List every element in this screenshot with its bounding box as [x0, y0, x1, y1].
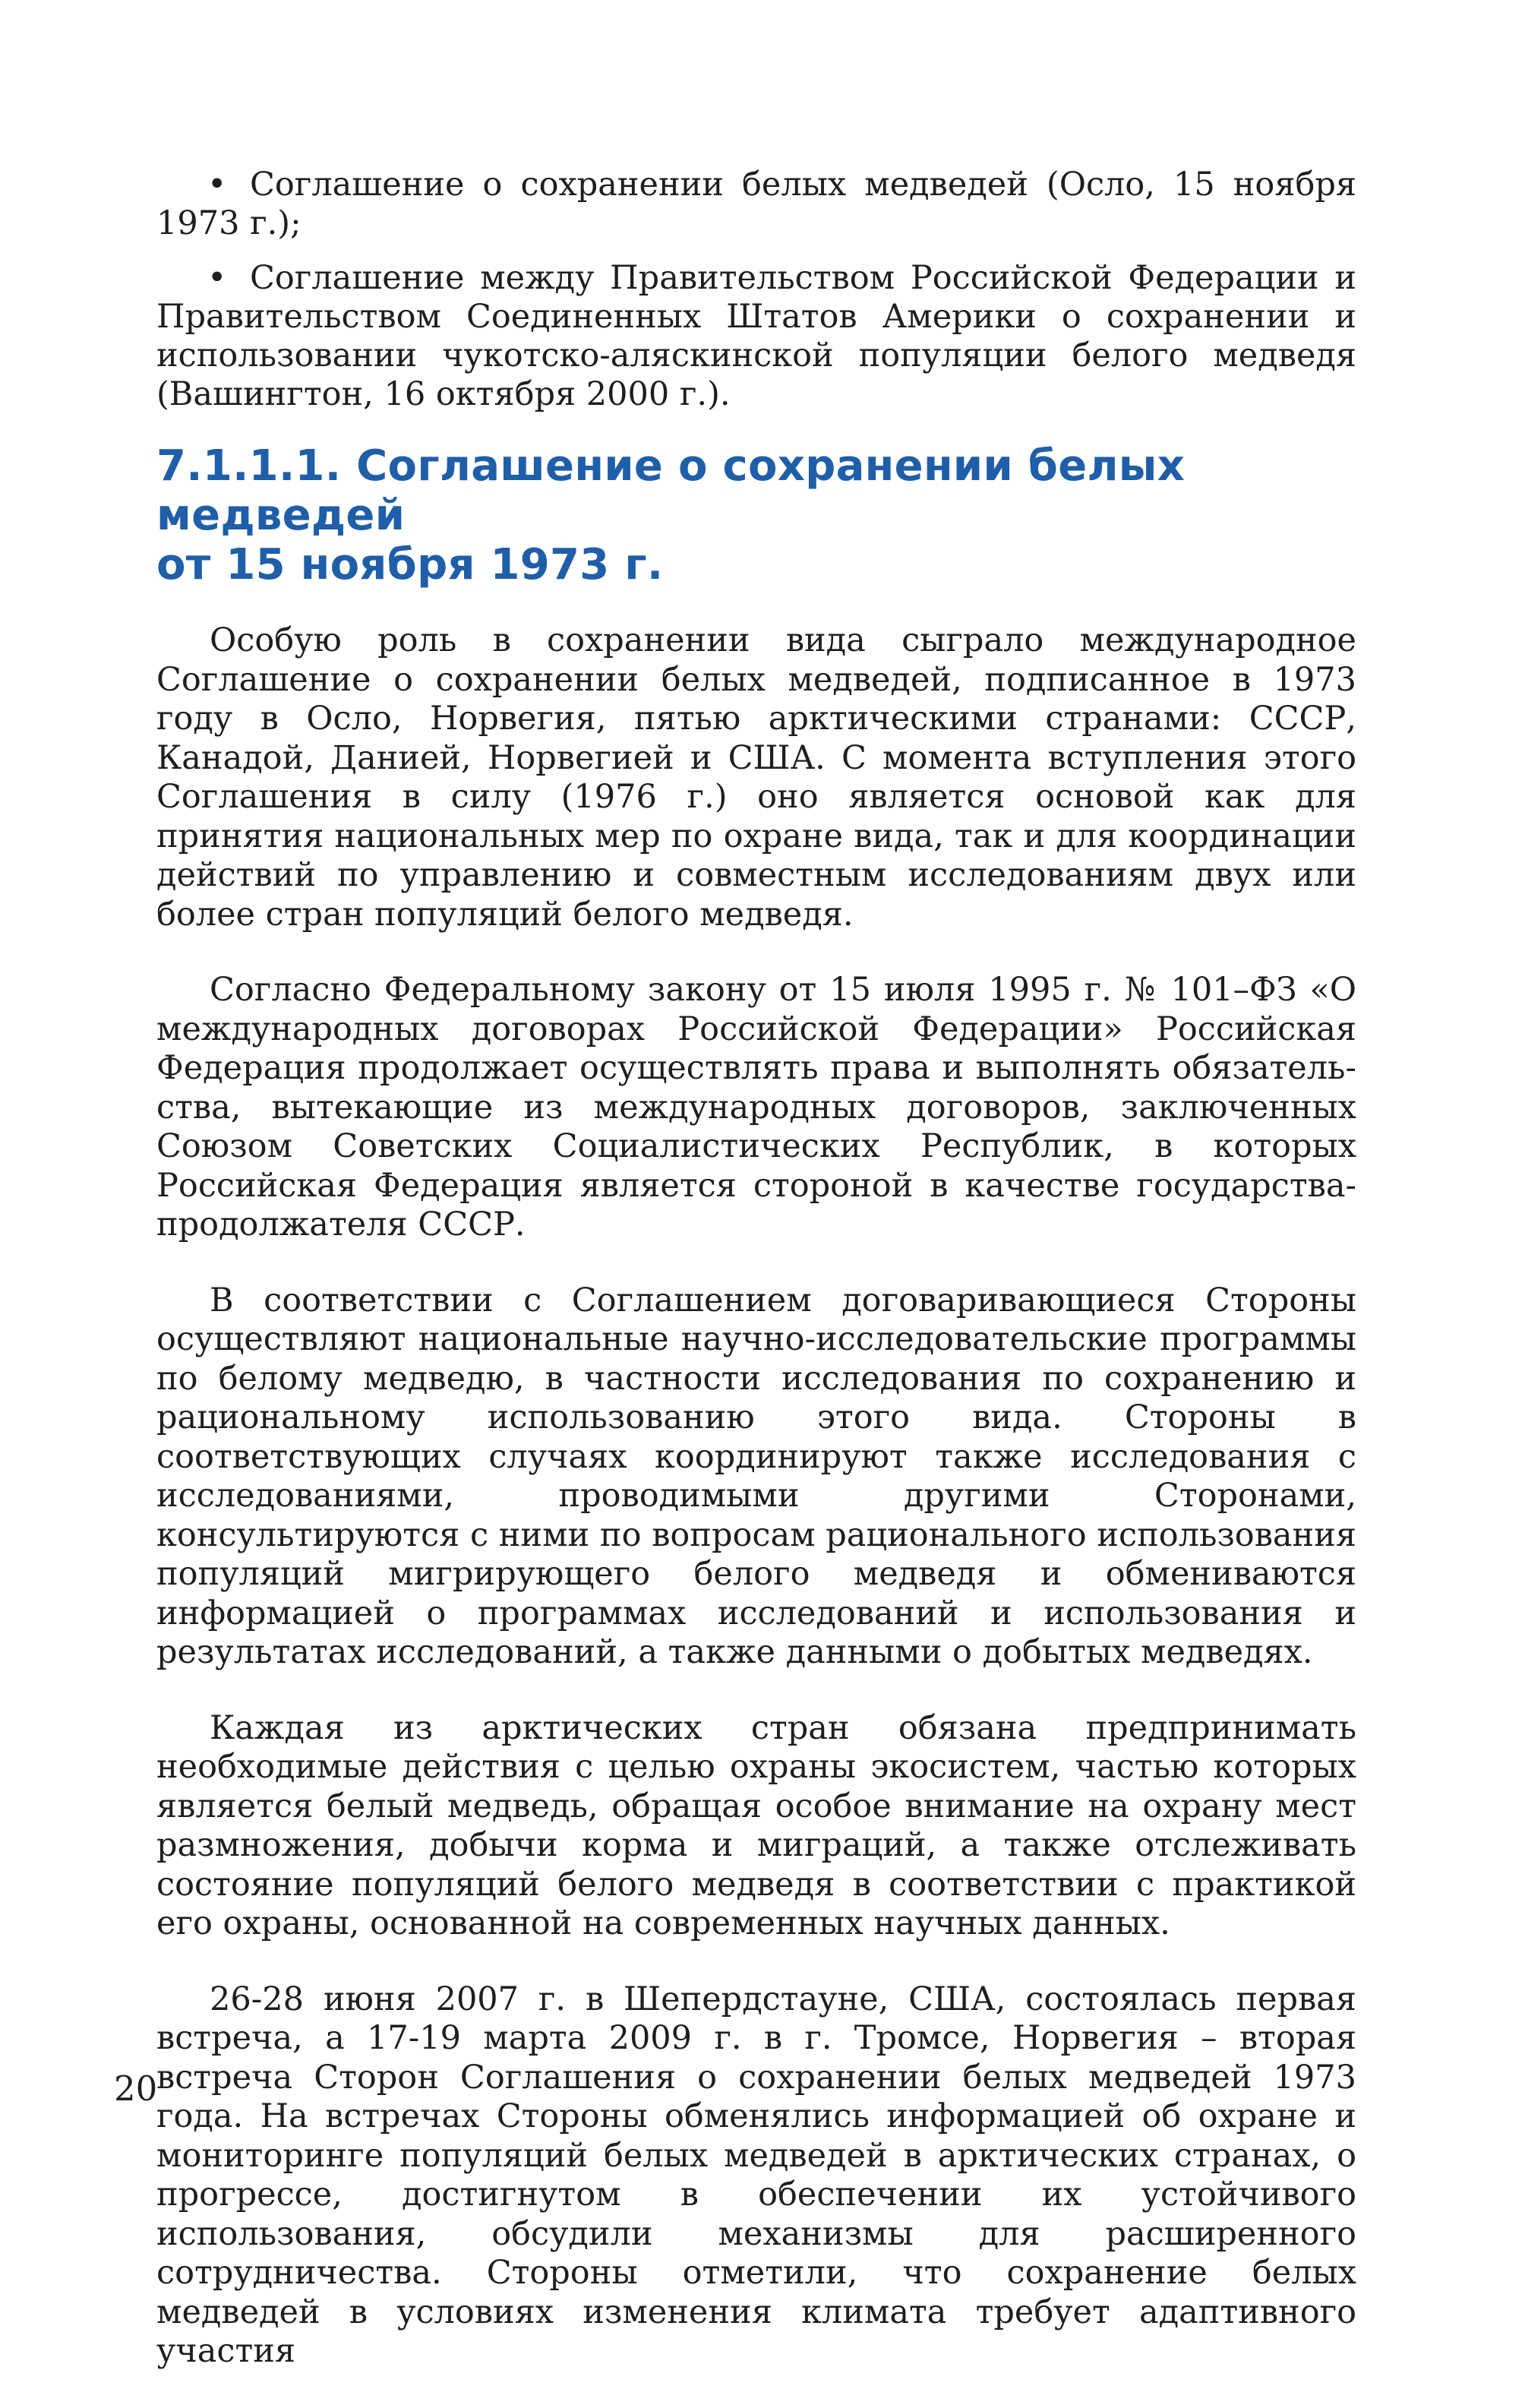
bullet-text: Соглашение о сохранении белых медведей (Осло, 15 ноября 1973 г.);: [156, 166, 1356, 242]
page-body: [156, 166, 1356, 2408]
bullet-text: Соглашение между Правительством Российской Федерации и Правительством Соединенных Штатов Америки о сохранении и использовании чукотско-аляскинской популяции белого медведя (Вашингтон, 16 октября 2000 г.).: [156, 259, 1356, 413]
paragraph: Каждая из арктических стран обязана предпринимать необходимые действия с целью охраны экосистем, частью которых является белый медведь, обращая особое внимание на охрану мест размножения, добычи корма и миграций, а также отслеживать состояние популяций белого медведя в соответствии с практикой его охраны, основанной на современных научных данных.: [156, 1708, 1356, 1942]
section-heading: [156, 441, 1356, 589]
section-heading-line-2: от 15 ноября 1973 г.: [156, 540, 664, 589]
paragraph: Согласно Федеральному закону от 15 июля 1995 г. № 101–ФЗ «О международных договорах Российской Федерации» Российская Федерация продолжает осуществлять права и выполнять обязательства, вытекающие из международных договоров, заключенных Союзом Советских Социалистических Республик, в которых Российская Федерация является стороной в качестве государства-продолжателя СССР.: [156, 971, 1356, 1244]
section-heading-line-1: 7.1.1.1. Соглашение о сохранении белых медведей: [156, 441, 1186, 540]
paragraph: 26-28 июня 2007 г. в Шепердстауне, США, состоялась первая встреча, а 17-19 марта 2009 г. в г. Тромсе, Норвегия – вторая встреча Сторон Соглашения о сохранении белых медведей 1973 года. На встречах Стороны обменялись информацией об охране и мониторинге популяций белых медведей в арктических странах, о прогрессе, достигнутом в обеспечении их устойчивого использования, обсудили механизмы для расширенного сотрудничества. Стороны отметили, что сохранение белых медведей в условиях изменения климата требует адаптивного участия: [156, 1980, 1356, 2370]
bullet-item: [156, 259, 1356, 414]
page-number: 20: [114, 2068, 158, 2109]
paragraph: В соответствии с Соглашением договаривающиеся Стороны осуществляют национальные научно-исследовательские программы по белому медведю, в частности исследования по сохранению и рациональному использованию этого вида. Стороны в соответствующих случаях координируют также исследования с исследованиями, проводимыми другими Сторонами, консультируются с ними по вопросам рационального использования популяций мигрирующего белого медведя и обмениваются информацией о программах исследований и использования и результатах исследований, а также данными о добытых медведях.: [156, 1281, 1356, 1671]
bullet-item: [156, 166, 1356, 243]
bullet-mark: •: [207, 166, 227, 204]
paragraph: Особую роль в сохранении вида сыграло международное Соглашение о сохранении белых медведей, подписанное в 1973 году в Осло, Норвегия, пятью арктическими странами: СССР, Канадой, Данией, Норвегией и США. С момента вступления этого Соглашения в силу (1976 г.) оно является основой как для принятия национальных мер по охране вида, так и для координации действий по управлению и совместным исследованиям двух или более стран популяций белого медведя.: [156, 621, 1356, 934]
bullet-mark: •: [207, 259, 227, 297]
